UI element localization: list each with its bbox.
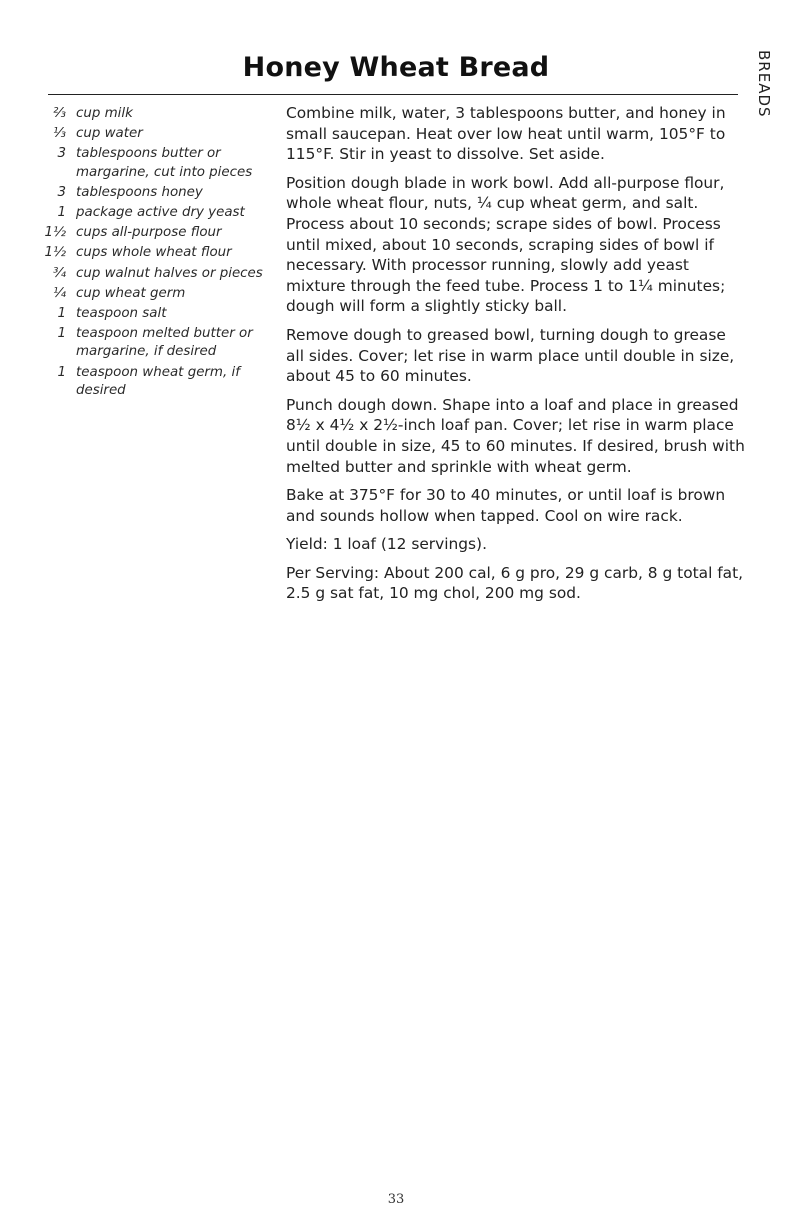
- ingredient-item: [44, 325, 274, 361]
- ingredient-text: cup water: [76, 126, 143, 142]
- ingredient-item: [44, 224, 274, 242]
- direction-paragraph: Position dough blade in work bowl. Add all-purpose flour, whole wheat flour, nuts, ¼ cup wheat germ, and salt. Process about 10 seconds; scrape sides of bowl. Process until mixed, about 10 seconds, scraping sides of bowl if necessary. With processor running, slowly add yeast mixture through the feed tube. Process 1 to 1¼ minutes; dough will form a slightly sticky ball.: [286, 173, 726, 316]
- ingredient-quantity: 1: [57, 306, 66, 322]
- ingredient-quantity: 3: [57, 184, 66, 200]
- ingredient-list: [44, 105, 274, 402]
- direction-paragraph: Punch dough down. Shape into a loaf and place in greased 8½ x 4½ x 2½-inch loaf pan. Cover; let rise in warm place until double in size, 45 to 60 minutes. If desired, brush with melted butter and sprinkle with wheat germ.: [286, 395, 745, 476]
- ingredient-text: teaspoon melted butter or margarine, if desired: [76, 326, 253, 360]
- ingredient-quantity: 3: [57, 146, 66, 162]
- ingredient-quantity: 1½: [44, 245, 66, 261]
- ingredient-text: cup walnut halves or pieces: [76, 265, 263, 281]
- ingredient-quantity: 1½: [44, 225, 66, 241]
- ingredient-text: package active dry yeast: [76, 205, 245, 221]
- direction-paragraph: Remove dough to greased bowl, turning dough to grease all sides. Cover; let rise in warm place until double in size, about 45 to 60 minutes.: [286, 325, 735, 386]
- directions: [286, 103, 748, 612]
- ingredient-item: [44, 105, 274, 123]
- page-number: 33: [387, 1192, 405, 1207]
- ingredient-item: [44, 244, 274, 262]
- ingredient-item: [44, 145, 274, 181]
- ingredient-text: cups whole wheat flour: [76, 245, 232, 261]
- ingredient-quantity: 1: [57, 205, 66, 221]
- direction-paragraph: Bake at 375°F for 30 to 40 minutes, or until loaf is brown and sounds hollow when tapped. Cool on wire rack.: [286, 486, 726, 525]
- ingredient-item: [44, 305, 274, 323]
- ingredient-quantity: ⅔: [53, 106, 66, 121]
- ingredient-text: cup wheat germ: [76, 285, 186, 301]
- title-divider: [48, 94, 738, 95]
- page-title: Honey Wheat Bread: [242, 52, 550, 83]
- ingredient-quantity: ¾: [53, 265, 66, 281]
- ingredient-quantity: ¼: [53, 285, 66, 301]
- ingredient-text: cup milk: [76, 106, 133, 121]
- section-tab-label: BREADS: [755, 50, 773, 118]
- ingredient-text: teaspoon salt: [76, 306, 167, 322]
- ingredient-text: tablespoons honey: [76, 184, 203, 200]
- ingredient-item: [44, 204, 274, 222]
- direction-paragraph: Combine milk, water, 3 tablespoons butter, and honey in small saucepan. Heat over low heat until warm, 105°F to 115°F. Stir in yeast to dissolve. Set aside.: [286, 104, 726, 164]
- ingredient-quantity: ⅓: [53, 126, 66, 142]
- ingredient-item: [44, 265, 274, 283]
- ingredient-item: [44, 364, 274, 400]
- ingredient-quantity: 1: [57, 364, 66, 380]
- section-tab: [751, 50, 773, 150]
- ingredient-text: cups all-purpose flour: [76, 225, 222, 241]
- nutrition-text: Per Serving: About 200 cal, 6 g pro, 29 g carb, 8 g total fat, 2.5 g sat fat, 10 mg chol, 200 mg sod.: [286, 563, 744, 603]
- ingredient-quantity: 1: [57, 326, 66, 342]
- ingredient-item: [44, 125, 274, 143]
- ingredient-item: [44, 285, 274, 303]
- ingredient-text: tablespoons butter or margarine, cut into pieces: [76, 146, 253, 180]
- ingredient-text: teaspoon wheat germ, if desired: [76, 364, 240, 398]
- ingredient-item: [44, 184, 274, 202]
- yield-text: Yield: 1 loaf (12 servings).: [286, 535, 487, 554]
